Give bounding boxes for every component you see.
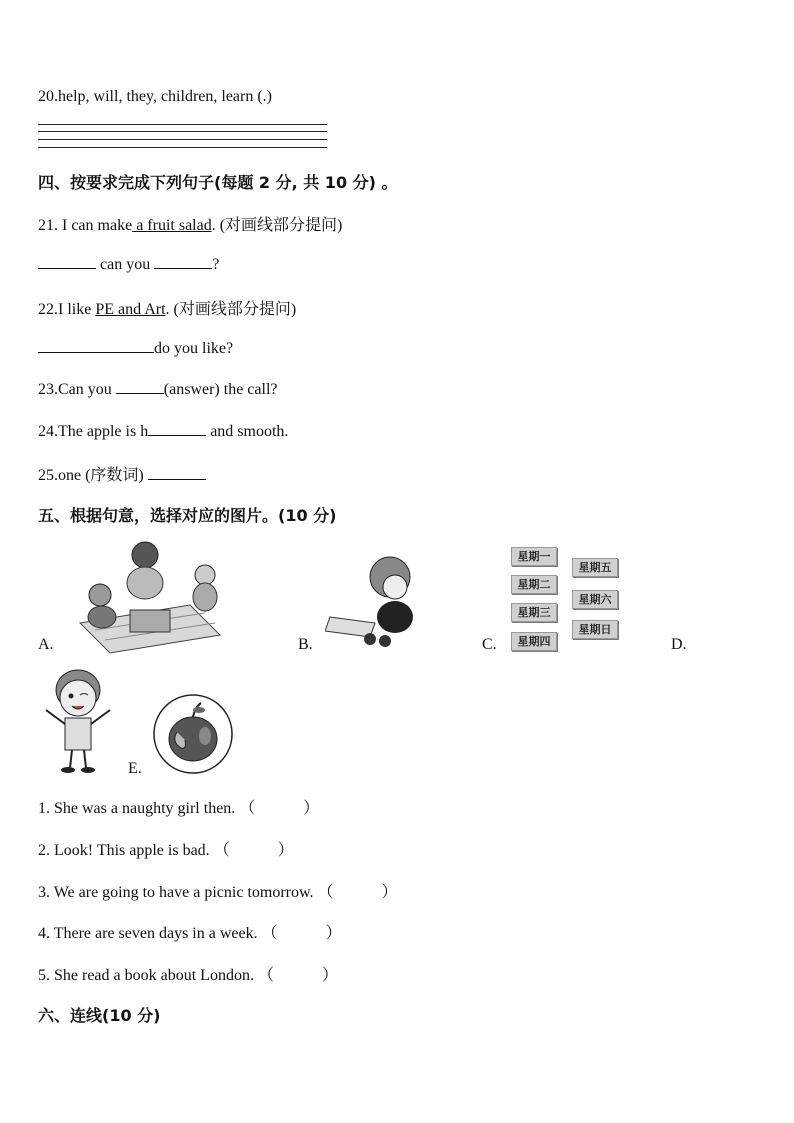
weekday-label: 星期四 [511,632,557,651]
q21-underlined: a fruit salad [132,217,212,234]
question-22-answer [38,338,233,358]
reading-girl-picture [325,555,430,650]
section-5-title: 五、根据句意，选择对应的图片。(10 分) [38,506,337,525]
question-25 [38,462,206,485]
q21-answer-end: ? [212,256,220,273]
q22-underlined: PE and Art [95,301,166,318]
option-c-label: C. [482,636,497,653]
q22-pre: 22.I like [38,301,96,318]
answer-bracket[interactable]: （ ） [261,925,342,942]
sentence-3 [38,879,398,902]
answer-bracket[interactable]: （ ） [257,967,338,984]
q22-answer-end: do you like? [154,340,234,357]
sentence-4 [38,920,342,943]
question-24 [38,421,288,441]
answer-line-1[interactable] [38,124,327,125]
answer-line-4[interactable] [38,147,327,148]
weekday-label: 星期六 [572,590,618,609]
answer-blank[interactable] [116,379,164,394]
bad-apple-picture [151,692,235,776]
sentence-1 [38,795,319,818]
answer-bracket[interactable]: （ ） [213,842,294,859]
question-20: 20.help, will, they, children, learn (.) [38,88,272,105]
answer-line-2[interactable] [38,131,327,132]
sentence-2 [38,837,294,860]
answer-blank[interactable] [148,465,206,480]
sentence-5 [38,962,338,985]
answer-bracket[interactable]: （ ） [317,884,398,901]
answer-line-3[interactable] [38,139,327,140]
option-a-label: A. [38,636,54,653]
question-21-answer [38,254,219,274]
q24-pre: 24.The apple is h [38,423,149,440]
weekday-label: 星期三 [511,603,557,622]
weekday-label: 星期日 [572,620,618,639]
answer-blank[interactable] [154,254,212,269]
option-d-label: D. [671,636,687,653]
question-22 [38,296,296,319]
answer-blank[interactable] [38,338,154,353]
answer-blank[interactable] [148,421,206,436]
sentence-text: 2. Look! This apple is bad. [38,842,210,859]
question-21 [38,212,342,235]
answer-bracket[interactable]: （ ） [239,800,320,817]
q22-post: . (对画线部分提问) [165,301,297,318]
q24-post: and smooth. [206,423,289,440]
picnic-picture [70,535,225,655]
section-4-title: 四、按要求完成下列句子(每题 2 分, 共 10 分) 。 [38,173,398,192]
weekday-label: 星期二 [511,575,557,594]
naughty-girl-picture [38,662,118,774]
q23-post: (answer) the call? [163,381,278,398]
question-23 [38,379,278,399]
weekday-label: 星期五 [572,558,618,577]
q23-pre: 23.Can you [38,381,116,398]
q21-post: . (对画线部分提问) [211,217,343,234]
sentence-text: 3. We are going to have a picnic tomorrow. [38,884,314,901]
sentence-text: 5. She read a book about London. [38,967,254,984]
answer-blank[interactable] [38,254,96,269]
q21-pre: 21. I can make [38,217,133,234]
sentence-text: 1. She was a naughty girl then. [38,800,236,817]
q21-answer-mid: can you [100,256,151,273]
sentence-text: 4. There are seven days in a week. [38,925,258,942]
option-e-label: E. [128,760,142,777]
q25-pre: 25.one (序数词) [38,467,148,484]
weekday-label: 星期一 [511,547,557,566]
section-6-title: 六、连线(10 分) [38,1006,161,1025]
option-b-label: B. [298,636,313,653]
